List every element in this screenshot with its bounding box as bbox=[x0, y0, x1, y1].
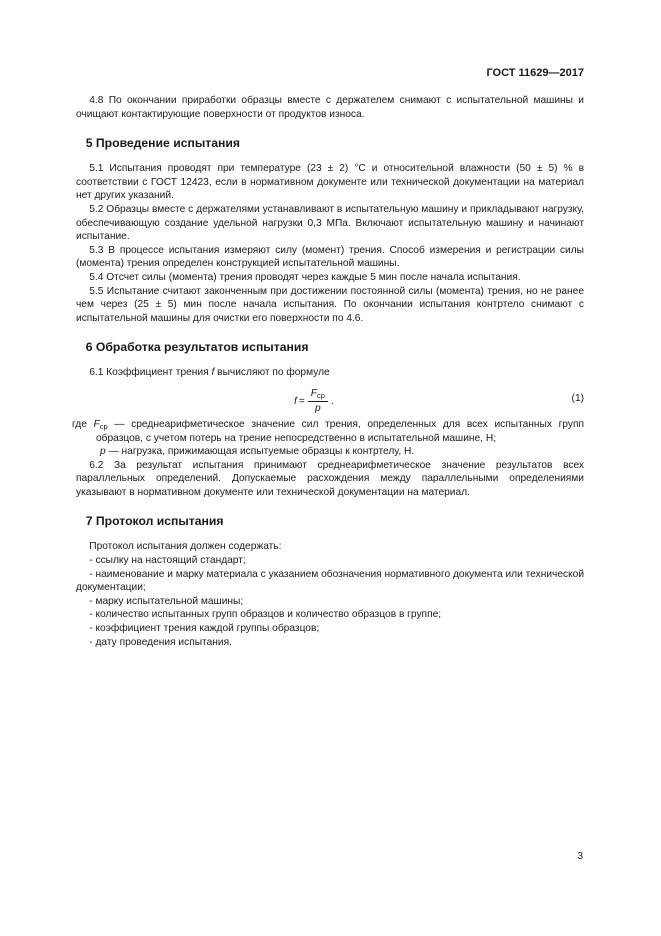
page-number: 3 bbox=[577, 851, 583, 862]
paragraph-4-8: 4.8 По окончании приработки образцы вместе с держателем снимают с испытательной машины и очищают контактирующие поверхности от продуктов износа. bbox=[76, 95, 584, 120]
page-content bbox=[72, 94, 585, 649]
protocol-intro: Протокол испытания должен содержать: bbox=[89, 541, 282, 553]
paragraph-6-1-post: вычисляют по формуле bbox=[217, 367, 330, 379]
formula-expression bbox=[294, 388, 334, 415]
formula-equals: = bbox=[298, 395, 305, 407]
protocol-item: - дату проведения испытания. bbox=[89, 636, 232, 648]
where-fcp-text: — среднеарифметическое значение сил трения, определенных для всех испытанных групп образцов, с учетом потерь на трение непосредственно в испытательной машине, Н; bbox=[96, 418, 584, 444]
formula-number: (1) bbox=[571, 392, 584, 404]
where-var: F bbox=[93, 418, 100, 430]
protocol-item: - марку испытательной машины; bbox=[89, 595, 244, 607]
protocol-item: - наименование и марку материала с указанием обозначения нормативного документа или технической документации; bbox=[76, 568, 585, 594]
formula-1 bbox=[76, 382, 584, 418]
p-var: p bbox=[100, 446, 106, 458]
standard-code: ГОСТ 11629—2017 bbox=[486, 67, 584, 79]
where-sub: ср bbox=[99, 421, 108, 431]
paragraph-6-2: 6.2 За результат испытания принимают среднеарифметическое значение результатов всех параллельных определений. Допускаемые расхождения между параллельными определениями указывают в нормативном документе или технической документации на материал. bbox=[76, 459, 584, 498]
where-word: где bbox=[72, 418, 87, 430]
numerator-symbol: F bbox=[310, 387, 318, 399]
numerator-subscript: ср bbox=[317, 390, 325, 400]
protocol-item: - ссылку на настоящий стандарт; bbox=[89, 555, 246, 567]
paragraph-6-1 bbox=[76, 366, 584, 380]
paragraph-5-3: 5.3 В процессе испытания измеряют силу (момент) трения. Способ измерения и регистрации силы (момента) трения определен конструкцией испытательной машины. bbox=[76, 244, 584, 270]
p-text: — нагрузка, прижимающая испытуемые образцы к контртелу, Н. bbox=[108, 446, 415, 458]
formula-tail: . bbox=[330, 395, 334, 407]
paragraph-5-2: 5.2 Образцы вместе с держателями устанавливают в испытательную машину и прикладывают нагрузку, обеспечивающую создание удельной нагрузки 0,3 МПа. Включают испытательную машину и начинают испытание. bbox=[76, 203, 584, 243]
protocol-item: - количество испытанных групп образцов и количество образцов в группе; bbox=[89, 609, 442, 621]
where-p-definition bbox=[76, 445, 584, 459]
paragraph-5-1: 5.1 Испытания проводят при температуре (23 ± 2) °С и относительной влажности (50 ± 5) % в соответствии с ГОСТ 12423, если в нормативном документе или технической документации на материал нет других указаний. bbox=[76, 163, 584, 202]
formula-denominator: p bbox=[315, 402, 321, 414]
section-5-title: 5 Проведение испытания bbox=[85, 136, 240, 151]
section-7-title: 7 Протокол испытания bbox=[85, 514, 224, 529]
formula-lhs: f bbox=[294, 395, 297, 407]
paragraph-5-4: 5.4 Отсчет силы (момента) трения проводят через каждые 5 мин после начала испытания. bbox=[89, 271, 521, 283]
protocol-item: - коэффициент трения каждой группы образцов; bbox=[89, 623, 320, 635]
formula-fraction bbox=[308, 388, 328, 415]
formula-numerator bbox=[308, 388, 328, 402]
friction-coefficient-symbol: f bbox=[211, 367, 215, 379]
section-6-title: 6 Обработка результатов испытания bbox=[85, 340, 309, 355]
where-fcp-definition bbox=[72, 418, 584, 445]
paragraph-6-1-pre: 6.1 Коэффициент трения bbox=[89, 367, 209, 379]
paragraph-5-5: 5.5 Испытание считают законченным при достижении постоянной силы (момента) трения, но не ранее чем через (25 ± 5) мин после начала испытания. По окончании испытания контртело снимают с испытательной машины для очистки его поверхности по 4.6. bbox=[76, 285, 584, 324]
